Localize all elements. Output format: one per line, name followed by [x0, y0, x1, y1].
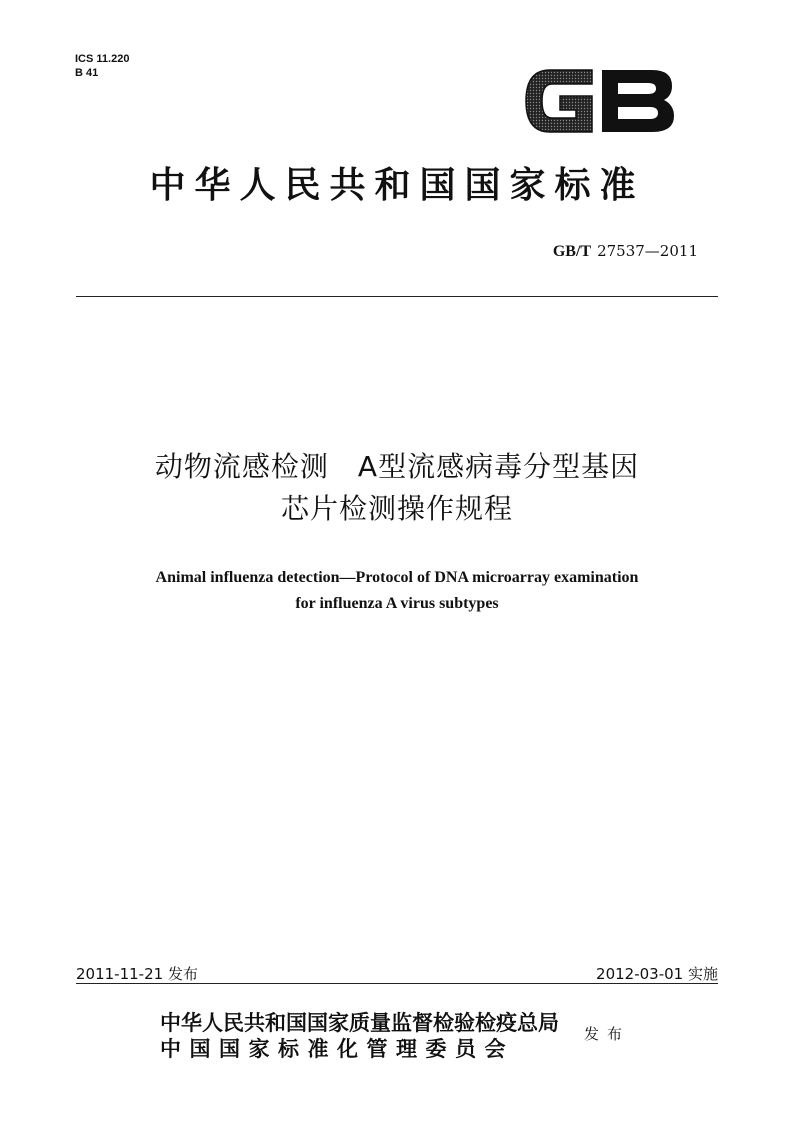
- implementation-date: 2012-03-01 实施: [596, 965, 718, 983]
- issuer-aqsiq: 中华人民共和国国家质量监督检验检疫总局: [160, 1010, 559, 1035]
- classification-codes: [75, 52, 129, 80]
- issue-date: 2011-11-21 发布: [76, 965, 198, 983]
- top-divider: [76, 296, 718, 297]
- gb-logo-icon: [520, 62, 678, 140]
- issuing-authorities: [160, 1010, 559, 1062]
- ccs-code: B 41: [75, 67, 99, 79]
- chinese-title-line-1: 动物流感检测 A型流感病毒分型基因: [154, 450, 640, 483]
- english-title-line-2: for influenza A virus subtypes: [295, 595, 499, 612]
- issuer-sac: 中国国家标准化管理委员会: [160, 1036, 514, 1061]
- country-standard-title: 中华人民共和国国家标准: [149, 165, 645, 206]
- ics-code: ICS 11.220: [75, 53, 130, 65]
- english-title-line-1: Animal influenza detection—Protocol of DNA microarray examination: [155, 569, 639, 586]
- bottom-divider: [76, 983, 718, 984]
- standard-code: 27537—2011: [597, 242, 698, 260]
- chinese-title: [0, 446, 794, 530]
- standard-prefix: GB/T: [552, 243, 592, 260]
- standard-number: [553, 242, 698, 261]
- english-title: [0, 565, 794, 617]
- chinese-title-line-2: 芯片检测操作规程: [280, 492, 513, 525]
- publish-label: 发布: [584, 1025, 631, 1043]
